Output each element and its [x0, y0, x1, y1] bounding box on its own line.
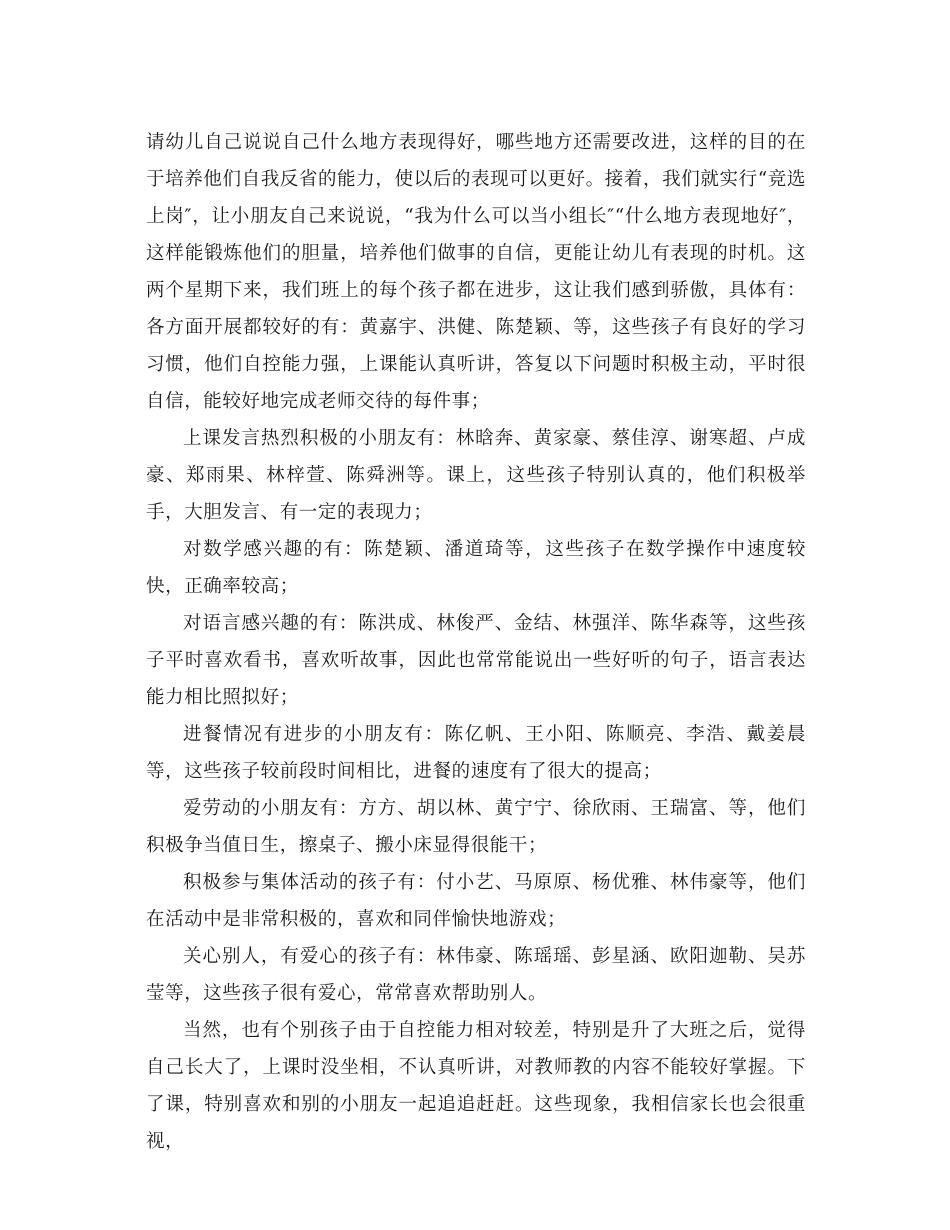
paragraph-active-speakers: 上课发言热烈积极的小朋友有：林晗奔、黄家豪、蔡佳淳、谢寒超、卢成豪、郑雨果、林梓萱、陈舜洲等。课上，这些孩子特别认真的，他们积极举手，大胆发言、有一定的表现力；	[146, 428, 806, 523]
paragraph-concerns: 当然，也有个别孩子由于自控能力相对较差，特别是升了大班之后，觉得自己长大了，上课时没坐相，不认真听讲，对教师教的内容不能较好掌握。下了课，特别喜欢和别的小朋友一起追追赶赶。这些现象，我相信家长也会很重视，	[146, 1020, 806, 1152]
paragraph-math-interest: 对数学感兴趣的有：陈楚颖、潘道琦等，这些孩子在数学操作中速度较快，正确率较高；	[146, 539, 806, 597]
paragraph-labor-love: 爱劳动的小朋友有：方方、胡以林、黄宁宁、徐欣雨、王瑞富、等，他们积极争当值日生，擦桌子、搬小床显得很能干；	[146, 798, 806, 856]
paragraph-language-interest: 对语言感兴趣的有：陈洪成、林俊严、金结、林强洋、陈华森等，这些孩子平时喜欢看书，喜欢听故事，因此也常常能说出一些好听的句子，语言表达能力相比照拟好；	[146, 613, 806, 708]
paragraph-group-activity: 积极参与集体活动的孩子有：付小艺、马原原、杨优雅、林伟豪等，他们在活动中是非常积极的，喜欢和同伴愉快地游戏；	[146, 872, 806, 930]
paragraph-intro: 请幼儿自己说说自己什么地方表现得好，哪些地方还需要改进，这样的目的在于培养他们自我反省的能力，使以后的表现可以更好。接着，我们就实行“竞选上岗″，让小朋友自己来说说，“我为什么可以当小组长″“什么地方表现地好″，这样能锻炼他们的胆量，培养他们做事的自信，更能让幼儿有表现的时机。这两个星期下来，我们班上的每个孩子都在进步，这让我们感到骄傲，具体有：各方面开展都较好的有：黄嘉宇、洪健、陈楚颖、等，这些孩子有良好的学习习惯，他们自控能力强，上课能认真听讲，答复以下问题时积极主动，平时很自信，能较好地完成老师交待的每件事；	[146, 132, 806, 412]
paragraph-meal-progress: 进餐情况有进步的小朋友有：陈亿帆、王小阳、陈顺亮、李浩、戴姜晨等，这些孩子较前段时间相比，进餐的速度有了很大的提高；	[146, 724, 806, 782]
paragraph-caring-children: 关心别人，有爱心的孩子有：林伟豪、陈瑶瑶、彭星涵、欧阳迦勒、吴苏莹等，这些孩子很有爱心，常常喜欢帮助别人。	[146, 946, 806, 1004]
document-body	[146, 124, 806, 1160]
